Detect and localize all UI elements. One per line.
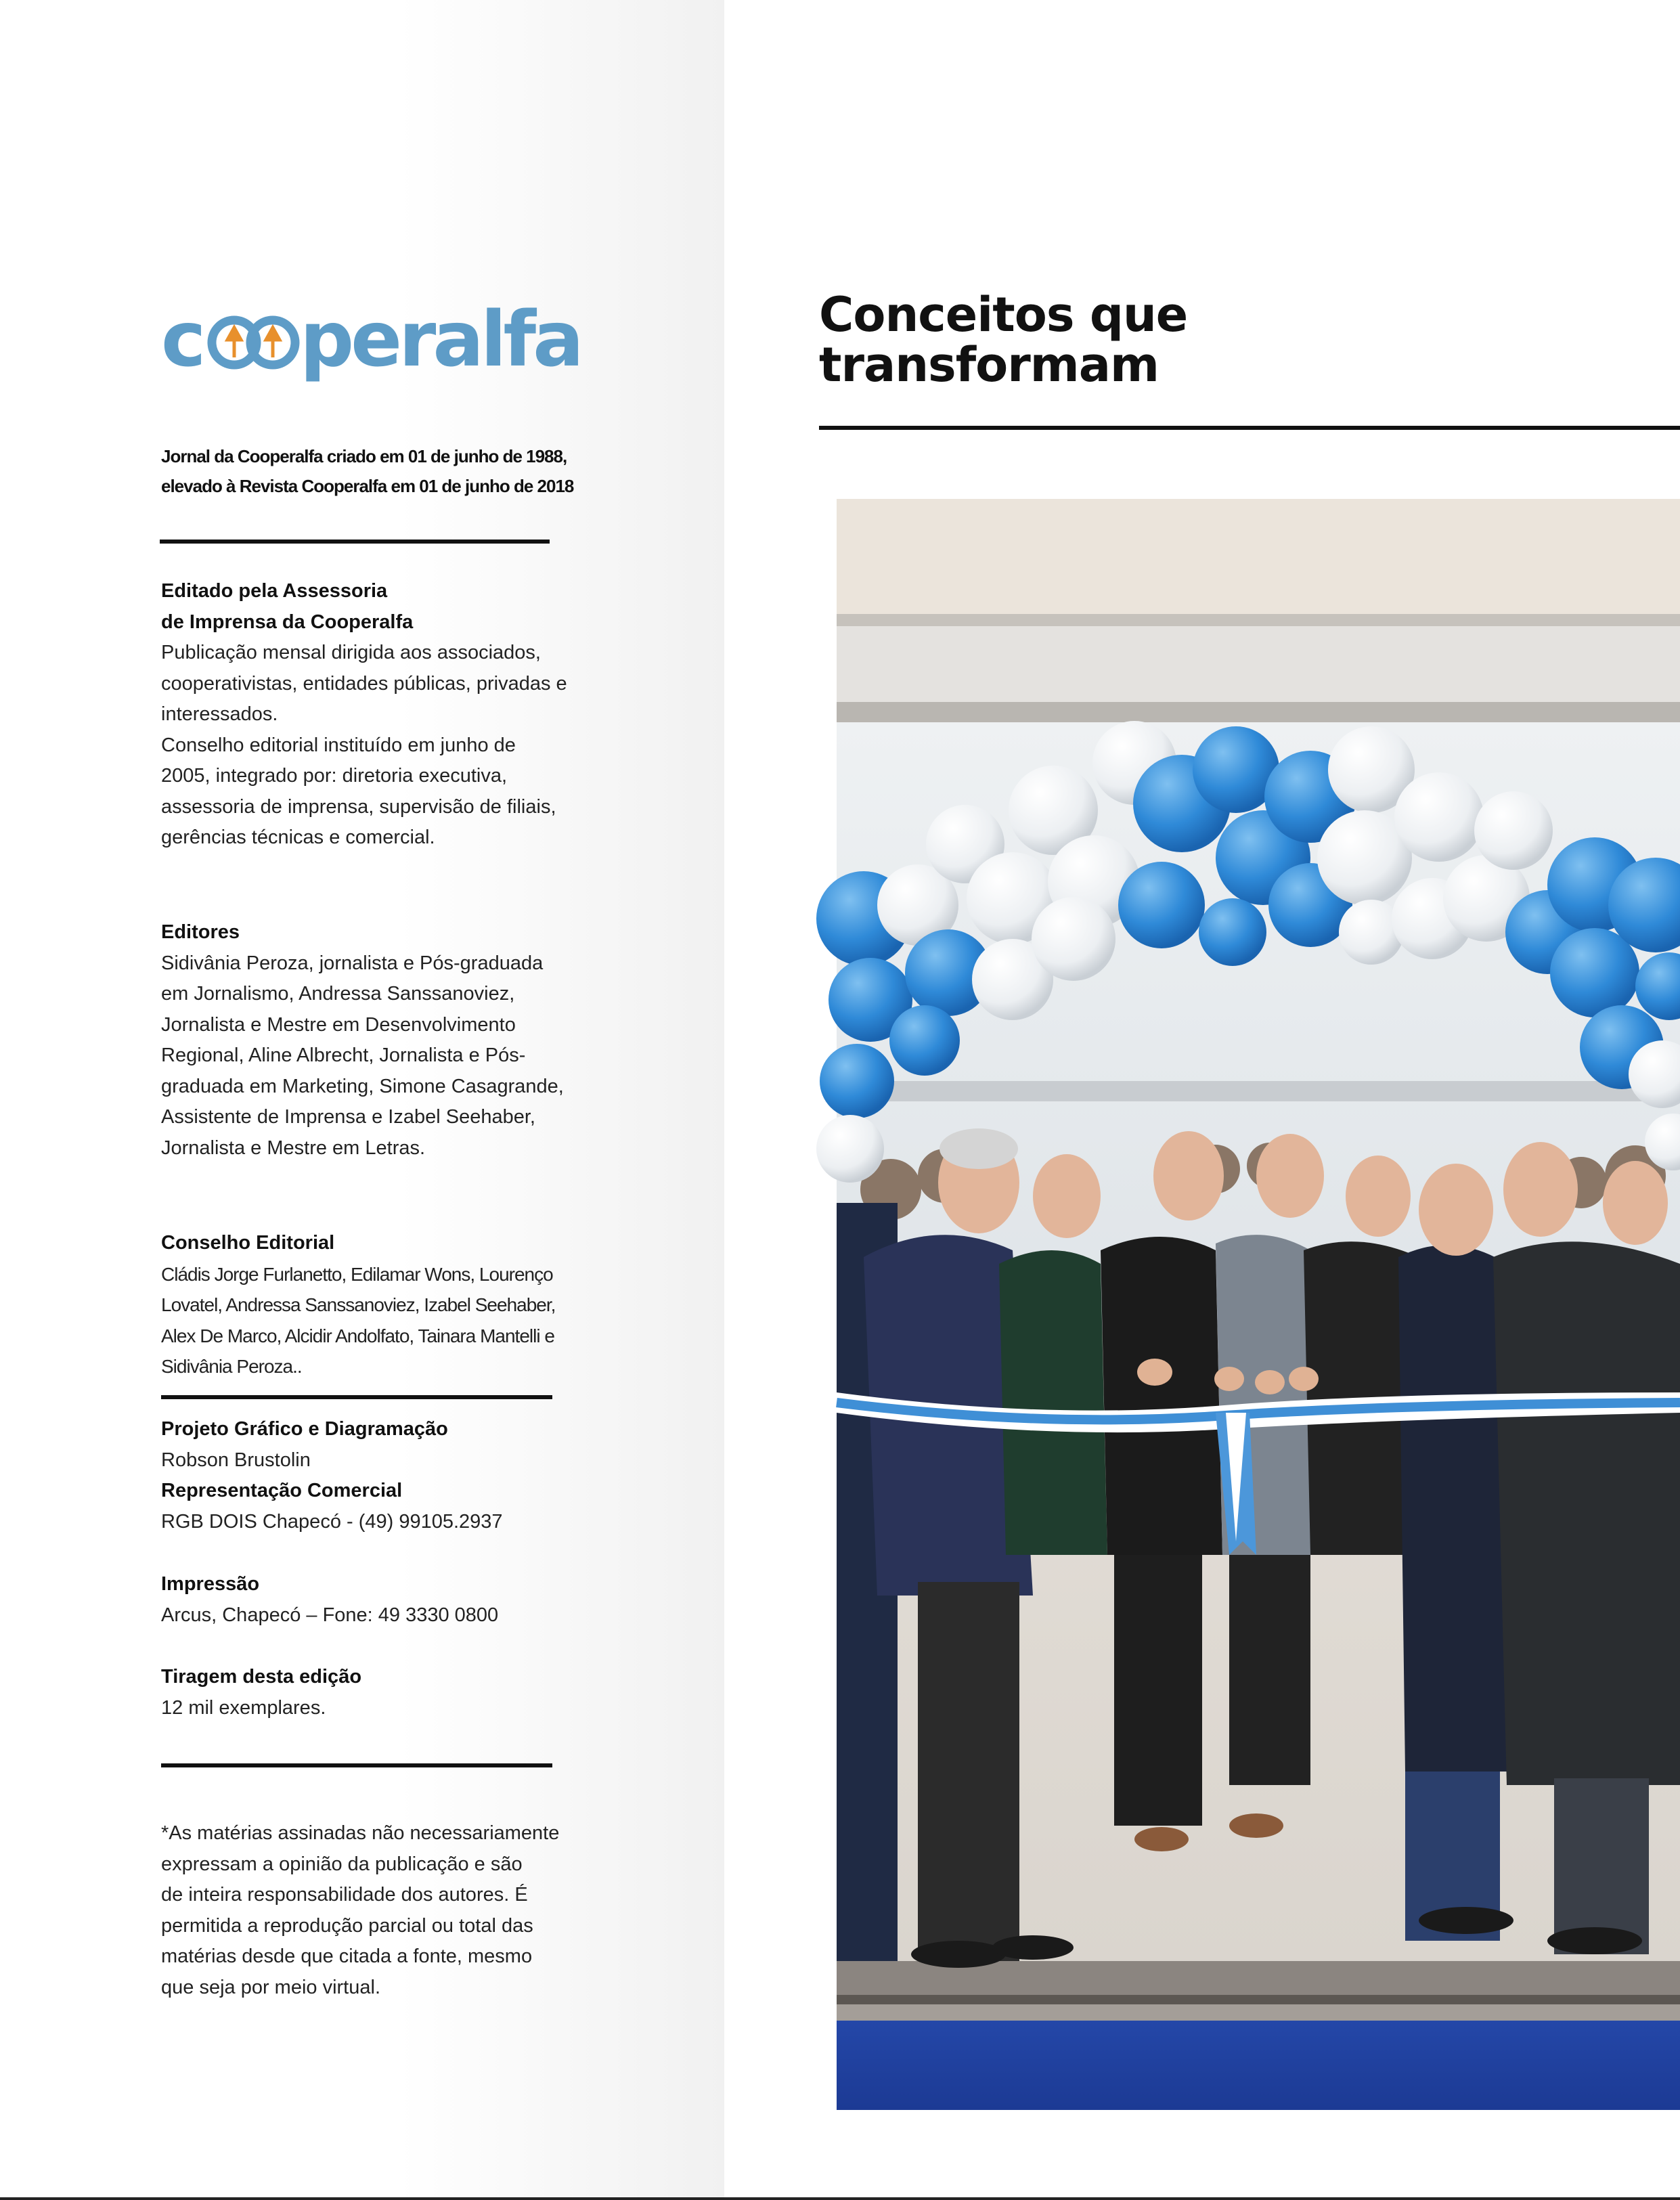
conselho-block	[161, 1228, 608, 1382]
disclaimer-line: permitida a reprodução parcial ou total das	[161, 1914, 533, 1937]
article-title	[819, 287, 1428, 393]
editado-heading-line: Editado pela Assessoria	[161, 580, 388, 602]
disclaimer-line: que seja por meio virtual.	[161, 1976, 380, 1998]
disclaimer-line: expressam a opinião da publicação e são	[161, 1853, 523, 1875]
editado-text-line: 2005, integrado por: diretoria executiva,	[161, 765, 508, 787]
tagline-line: Jornal da Cooperalfa criado em 01 de junho de 1988,	[161, 446, 567, 466]
editado-text-line: interessados.	[161, 703, 278, 725]
editores-text-line: Jornalista e Mestre em Desenvolvimento	[161, 1013, 516, 1036]
conselho-text-line: Lovatel, Andressa Sanssanoviez, Izabel Seehaber,	[161, 1294, 556, 1315]
editado-text-line: Publicação mensal dirigida aos associados,	[161, 642, 541, 663]
editado-text-line: cooperativistas, entidades públicas, privadas e	[161, 672, 567, 695]
editado-text-line: assessoria de imprensa, supervisão de filiais,	[161, 795, 556, 818]
tagline-line: elevado à Revista Cooperalfa em 01 de junho de 2018	[161, 476, 574, 496]
editado-block	[161, 576, 608, 854]
editores-text-line: Sidivânia Peroza, jornalista e Pós-graduada	[161, 952, 544, 974]
editado-text-line: gerências técnicas e comercial.	[161, 827, 435, 848]
editores-text-line: Regional, Aline Albrecht, Jornalista e Pós-	[161, 1044, 526, 1066]
editado-heading-line: de Imprensa da Cooperalfa	[161, 611, 414, 633]
editores-text-line: em Jornalismo, Andressa Sanssanoviez,	[161, 983, 515, 1005]
editores-text-line: Assistente de Imprensa e Izabel Seehaber,	[161, 1106, 535, 1128]
cooperalfa-logo	[161, 296, 581, 399]
conselho-heading: Conselho Editorial	[161, 1232, 335, 1254]
svg-text:peralfa: peralfa	[300, 296, 581, 384]
svg-text:c: c	[161, 296, 204, 384]
tiragem-block	[161, 1662, 608, 1723]
conselho-text-line: Sidivânia Peroza..	[161, 1356, 302, 1377]
projeto-text: Robson Brustolin	[161, 1449, 311, 1471]
representacao-text: RGB DOIS Chapecó - (49) 99105.2937	[161, 1510, 503, 1533]
conselho-text-line: Alex De Marco, Alcidir Andolfato, Tainara Mantelli e	[161, 1325, 554, 1346]
impressao-block	[161, 1569, 608, 1631]
disclaimer-line: *As matérias assinadas não necessariamente	[161, 1822, 560, 1844]
editores-block	[161, 917, 608, 1164]
editado-text-line: Conselho editorial instituído em junho de	[161, 734, 516, 756]
title-divider	[819, 426, 1680, 430]
representacao-heading: Representação Comercial	[161, 1480, 403, 1501]
projeto-block	[161, 1414, 608, 1537]
page-bottom-edge	[0, 2197, 1680, 2200]
disclaimer-block	[161, 1818, 608, 2003]
projeto-heading: Projeto Gráfico e Diagramação	[161, 1418, 448, 1440]
impressao-heading: Impressão	[161, 1573, 260, 1595]
disclaimer-line: matérias desde que citada a fonte, mesmo	[161, 1945, 533, 1967]
editores-text-line: Jornalista e Mestre em Letras.	[161, 1137, 426, 1159]
disclaimer-line: de inteira responsabilidade dos autores. É	[161, 1884, 528, 1906]
impressao-text: Arcus, Chapecó – Fone: 49 3330 0800	[161, 1604, 499, 1626]
divider	[160, 540, 550, 544]
editores-heading: Editores	[161, 921, 240, 943]
tiragem-text: 12 mil exemplares.	[161, 1696, 326, 1719]
conselho-text-line: Cládis Jorge Furlanetto, Edilamar Wons, Lourenço	[161, 1263, 553, 1285]
divider	[161, 1395, 552, 1399]
tiragem-heading: Tiragem desta edição	[161, 1666, 362, 1688]
editores-text-line: graduada em Marketing, Simone Casagrande,	[161, 1075, 564, 1097]
article-title-line: Conceitos que	[819, 287, 1188, 343]
article-title-line: transformam	[819, 337, 1159, 393]
divider	[161, 1763, 552, 1767]
ribbon-cutting-photo	[837, 499, 1680, 2110]
masthead-tagline	[161, 441, 635, 501]
